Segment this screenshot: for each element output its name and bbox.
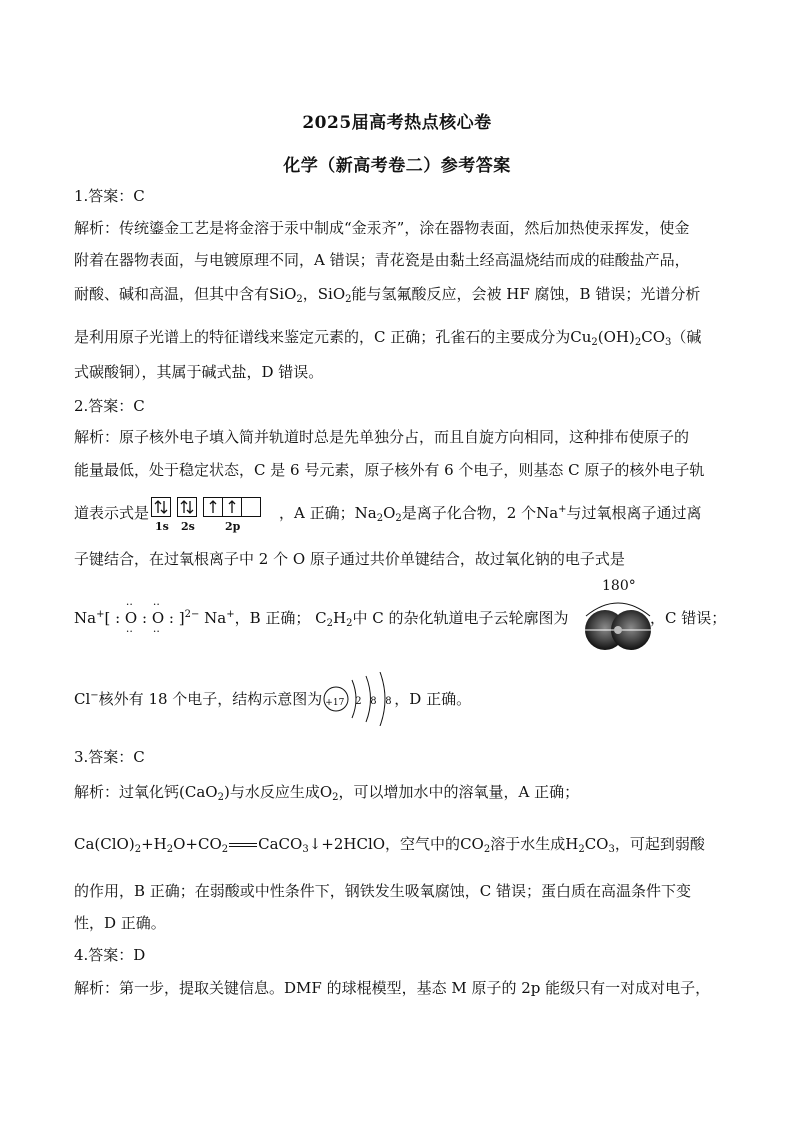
nucleus-label: +17 (325, 698, 345, 708)
q3-line4: 性，D 正确。 (74, 914, 166, 932)
q2-line5-tail: ，C 错误； (650, 609, 727, 627)
q2-line5: Na+[ : O ·· ·· : O ·· ·· : ]$^{2-}$ Na+，B 正确； $C_2H_2$中 C 的杂化轨道电子云轮廓图为 (74, 598, 569, 638)
q2-line4: 子键结合，在过氧根离子中 2 个 O 原子通过共价单键结合，故过氧化钠的电子式是 (74, 550, 625, 568)
q3-answer: 3.答案：C (74, 748, 145, 766)
cl-ion-structure (322, 690, 394, 710)
q1-answer: 1.答案：C (74, 187, 145, 205)
shell-2-electrons: 8 (370, 696, 377, 707)
q1-line5: 式碳酸铜），其属于碱式盐，D 错误。 (74, 363, 324, 381)
q1-line3: 耐酸、碱和高温，但其中含有SiO$_2$，SiO$_2$能与氢氟酸反应，会被 HF 腐蚀，B 错误；光谱分析 (74, 285, 701, 305)
q1-line4: 是利用原子光谱上的特征谱线来鉴定元素的，C 正确；孔雀石的主要成分为$Cu_2(OH)_2CO_3$（碱 (74, 328, 702, 348)
orbital-label-1s: 1s (155, 520, 169, 533)
q2-line2: 能量最低，处于稳定状态，C 是 6 号元素，原子核外有 6 个电子，则基态 C 原子的核外电子轨 (74, 461, 705, 479)
q1-line1: 解析：传统鎏金工艺是将金溶于汞中制成“金汞齐”，涂在器物表面，然后加热使汞挥发，使金 (74, 219, 690, 237)
q2-line1: 解析：原子核外电子填入简并轨道时总是先单独分占，而且自旋方向相同，这种排布使原子的 (74, 428, 690, 446)
orbital-diagram (151, 497, 277, 531)
shell-1-electrons: 2 (355, 696, 362, 707)
q2-answer: 2.答案：C (74, 397, 145, 415)
q4-line1: 解析：第一步，提取关键信息。DMF 的球棍模型，基态 M 原子的 2p 能级只有一对成对电子， (74, 979, 711, 997)
angle-label: 180° (602, 578, 636, 594)
doc-title: 2025届高考热点核心卷 (302, 113, 492, 133)
q3-line1: 解析：过氧化钙(CaO$_2$)与水反应生成$O_2$，可以增加水中的溶氧量，A 正确； (74, 783, 580, 803)
q4-answer: 4.答案：D (74, 946, 146, 964)
shell-3-electrons: 8 (385, 696, 392, 707)
q2-line6: Cl−核外有 18 个电子，结构示意图为 +17 2 8 8 ，D 正确。 (74, 689, 724, 710)
q2-line3: 道表示式是 1s 2s 2p ，A 正确；$Na_2O_2$是离子化合物，2 个Na+与过氧根离子通过离 (74, 497, 724, 531)
orbital-label-2s: 2s (181, 520, 195, 533)
sp-orbital-diagram (578, 594, 658, 656)
q3-line3: 的作用，B 正确；在弱酸或中性条件下，钢铁发生吸氧腐蚀，C 错误；蛋白质在高温条件下变 (74, 882, 692, 900)
orbital-label-2p: 2p (225, 520, 241, 533)
na2o2-electron-formula: Na+[ : O ·· ·· : O ·· ·· : ]$^{2-}$ Na+ (74, 598, 235, 638)
doc-subtitle: 化学（新高考卷二）参考答案 (283, 156, 511, 176)
q3-line2: $Ca(ClO)_2+H_2O+CO_2$ CaCO$_3$↓+2HClO，空气中的$CO_2$溶于水生成$H_2CO_3$，可起到弱酸 (74, 835, 705, 855)
q1-line2: 附着在器物表面，与电镀原理不同，A 错误；青花瓷是由黏土经高温烧结而成的硅酸盐产品， (74, 251, 690, 269)
